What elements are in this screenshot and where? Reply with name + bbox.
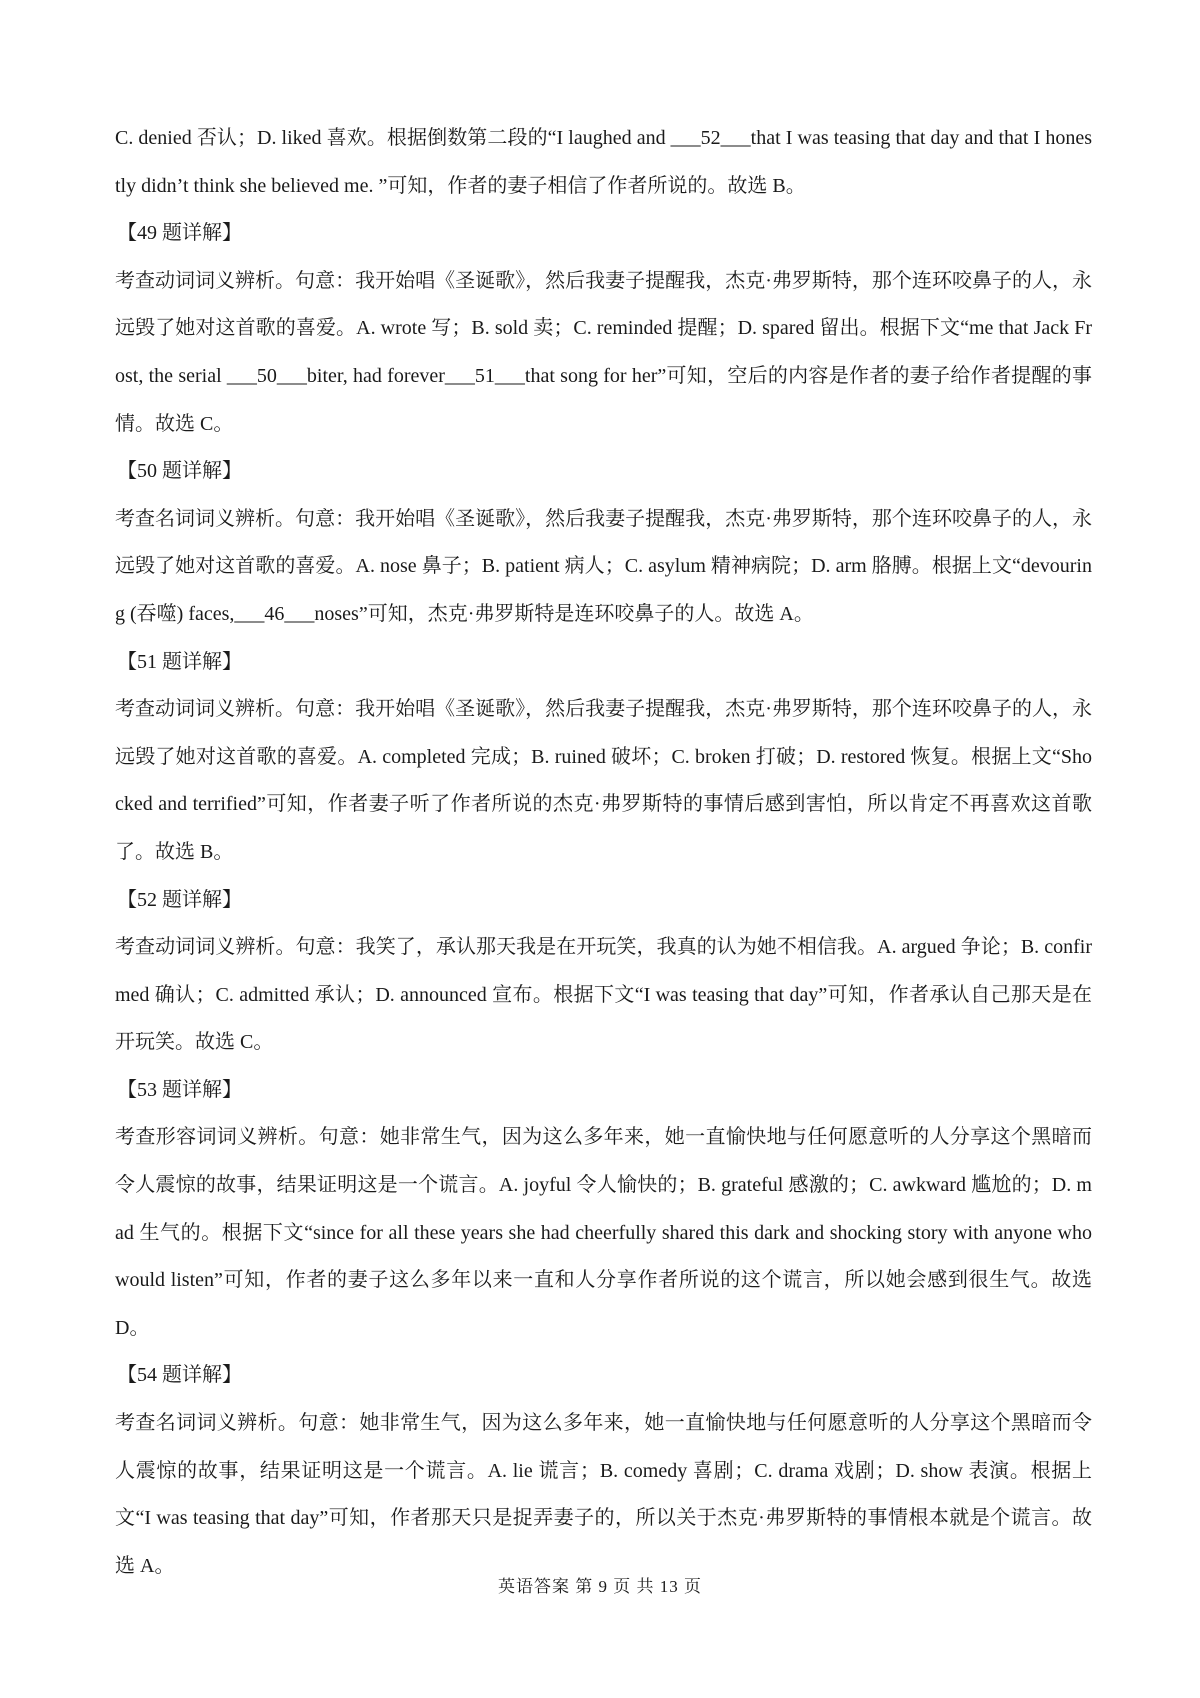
section-54 <box>115 1352 1092 1590</box>
section-heading: 【52 题详解】 <box>117 888 242 911</box>
section-49 <box>115 210 1092 448</box>
section-50 <box>115 448 1092 638</box>
answer-page <box>115 115 1092 1590</box>
section-heading: 【50 题详解】 <box>117 460 242 483</box>
section-52 <box>115 877 1092 1067</box>
section-heading: 【54 题详解】 <box>117 1364 242 1387</box>
section-body: 考查动词词义辨析。句意：我开始唱《圣诞歌》，然后我妻子提醒我，杰克·弗罗斯特，那个连环咬鼻子的人，永远毁了她对这首歌的喜爱。A. completed 完成；B. ruined 破坏；C. broken 打破；D. restored 恢复。根据上文“Shocked and terrified”可知，作者妻子听了作者所说的杰克·弗罗斯特的事情后感到害怕，所以肯定不再喜欢这首歌了。故选 B。 <box>115 698 1092 863</box>
intro-paragraph: C. denied 否认；D. liked 喜欢。根据倒数第二段的“I laughed and ___52___that I was teasing that day and that I honestly didn’t think she believed me. ”可知，作者的妻子相信了作者所说的。故选 B。 <box>115 127 1092 197</box>
section-body: 考查动词词义辨析。句意：我笑了，承认那天我是在开玩笑，我真的认为她不相信我。A. argued 争论；B. confirmed 确认；C. admitted 承认；D. announced 宣布。根据下文“I was teasing that day”可知，作者承认自己那天是在开玩笑。故选 C。 <box>115 936 1092 1054</box>
section-heading: 【49 题详解】 <box>117 222 242 245</box>
section-heading: 【53 题详解】 <box>117 1078 242 1101</box>
section-heading: 【51 题详解】 <box>117 650 242 673</box>
page-footer: 英语答案 第 9 页 共 13 页 <box>498 1577 702 1596</box>
section-body: 考查名词词义辨析。句意：我开始唱《圣诞歌》，然后我妻子提醒我，杰克·弗罗斯特，那个连环咬鼻子的人，永远毁了她对这首歌的喜爱。A. nose 鼻子；B. patient 病人；C. asylum 精神病院；D. arm 胳膊。根据上文“devouring (吞噬) faces,___46___noses”可知，杰克·弗罗斯特是连环咬鼻子的人。故选 A。 <box>115 507 1092 625</box>
section-body: 考查形容词词义辨析。句意：她非常生气，因为这么多年来，她一直愉快地与任何愿意听的人分享这个黑暗而令人震惊的故事，结果证明这是一个谎言。A. joyful 令人愉快的；B. grateful 感激的；C. awkward 尴尬的；D. mad 生气的。根据下文“since for all these years she had cheerfully shared this dark and shocking story with anyone who would listen”可知，作者的妻子这么多年以来一直和人分享作者所说的这个谎言，所以她会感到很生气。故选 D。 <box>115 1126 1092 1339</box>
section-53 <box>115 1067 1092 1353</box>
section-body: 考查动词词义辨析。句意：我开始唱《圣诞歌》，然后我妻子提醒我，杰克·弗罗斯特，那个连环咬鼻子的人，永远毁了她对这首歌的喜爱。A. wrote 写；B. sold 卖；C. reminded 提醒；D. spared 留出。根据下文“me that Jack Frost, the serial ___50___biter, had forever___51___that song for her”可知，空后的内容是作者的妻子给作者提醒的事情。故选 C。 <box>115 269 1092 435</box>
section-body: 考查名词词义辨析。句意：她非常生气，因为这么多年来，她一直愉快地与任何愿意听的人分享这个黑暗而令人震惊的故事，结果证明这是一个谎言。A. lie 谎言；B. comedy 喜剧；C. drama 戏剧；D. show 表演。根据上文“I was teasing that day”可知，作者那天只是捉弄妻子的，所以关于杰克·弗罗斯特的事情根本就是个谎言。故选 A。 <box>115 1412 1092 1577</box>
section-51 <box>115 639 1092 877</box>
